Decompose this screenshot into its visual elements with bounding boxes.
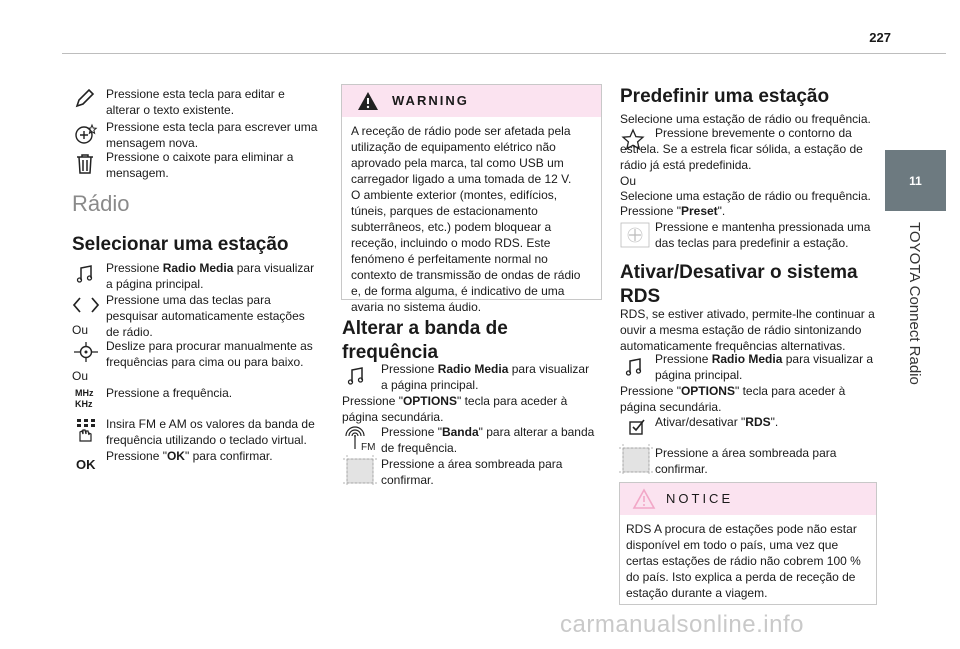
search-text: Pressione uma das teclas para pesquisar automaticamente estações de rádio. (106, 293, 305, 339)
rds-toggle-text: Ativar/desativar "RDS". (655, 415, 779, 429)
warning-text: A receção de rádio pode ser afetada pela utilização de equipamento elétrico não aprovado pela marca, tal como USB um carregador ligado a uma tomada de 12 V. O ambiente exterior (montes, edifícios, túneis, parques de estacionamento subterrâneos, etc.) podem bloquear a receção, incluindo o modo RDS. Este fenómeno é perfeitamente normal no contexto de transmissão de ondas de rádio e, de forma alguma, é indicativo de uma avaria no sistema áudio. (351, 124, 581, 314)
notice-text: RDS A procura de estações pode não estar disponível em todo o país, uma vez que certas estações de rádio não cobrem 100 % do país. Isto explica a perda de receção de estação durante a viagem. (626, 522, 861, 600)
band-shaded-text: Pressione a área sombreada para confirmar. (381, 457, 563, 487)
band-options-text: Pressione "OPTIONS" tecla para aceder à página secundária. (342, 394, 568, 424)
rds-options-text: Pressione "OPTIONS" tecla para aceder à página secundária. (620, 384, 846, 414)
pencil-icon (74, 87, 96, 113)
chapter-label (906, 222, 926, 385)
page-number: 227 (869, 30, 891, 45)
notice-box (619, 482, 877, 605)
star-text: Pressione brevemente o contorno da estrela. Se a estrela ficar sólida, a estação de rádio já está predefinida. (620, 126, 863, 172)
new-message-icon (74, 123, 98, 149)
notice-triangle-icon (632, 488, 656, 514)
preset-or: Ou (620, 174, 637, 188)
or-2: Ou (72, 369, 89, 383)
warning-title: WARNING (392, 93, 469, 108)
delete-text: Pressione o caixote para eliminar a mensagem. (106, 150, 294, 180)
warning-header (342, 85, 601, 117)
or-1: Ou (72, 323, 89, 337)
heading-preset-station: Predefinir uma estação (620, 86, 830, 107)
ok-icon: OK (76, 457, 96, 472)
notice-header (620, 483, 876, 515)
music-note-icon (347, 366, 365, 390)
heading-rds: Ativar/Desativar o sistema RDS (620, 262, 858, 307)
edit-text: Pressione esta tecla para editar e alterar o texto existente. (106, 87, 285, 117)
hold-text: Pressione e mantenha pressionada uma das teclas para predefinir a estação. (655, 220, 871, 250)
mhz-khz-icon: MHz KHz (75, 388, 94, 409)
enter-text: Insira FM e AM os valores da banda de frequência utilizando o teclado virtual. (106, 417, 315, 447)
shaded-area-icon (343, 455, 377, 491)
notice-title: NOTICE (666, 491, 734, 506)
tuner-slider-icon (73, 341, 99, 367)
chevron-left-right-icon (72, 296, 100, 318)
keypad-icon (74, 418, 98, 446)
ok-text: Pressione "OK" para confirmar. (106, 449, 273, 463)
music-note-icon (76, 264, 94, 288)
preset-hold-icon (620, 222, 650, 252)
slide-text: Deslize para procurar manualmente as frequências para cima ou para baixo. (106, 339, 313, 369)
warning-triangle-icon (356, 90, 380, 116)
section-title-radio: Rádio (72, 191, 130, 216)
band-text: Pressione "Banda" para alterar a banda de frequência. (381, 425, 595, 455)
music-note-icon (625, 357, 643, 381)
heading-select-station: Selecionar uma estação (72, 234, 289, 255)
band-radio-media-text: Pressione Radio Media para visualizar a página principal. (381, 362, 590, 392)
rds-intro: RDS, se estiver ativado, permite-lhe continuar a ouvir a mesma estação de rádio sintonizando automaticamente frequências alternativas. (620, 307, 875, 353)
top-rule (62, 53, 946, 54)
frequency-text: Pressione a frequência. (106, 386, 233, 400)
chapter-number: 11 (909, 173, 922, 188)
preset-select-1: Selecione uma estação de rádio ou frequência. (620, 112, 871, 126)
shaded-area-icon (619, 444, 653, 480)
checkbox-icon[interactable] (629, 418, 647, 440)
fm-label: FM (361, 442, 376, 452)
rds-radio-media-text: Pressione Radio Media para visualizar a página principal. (655, 352, 874, 382)
warning-box (341, 84, 602, 314)
chapter-tab[interactable] (885, 150, 946, 211)
fm-band-icon (343, 426, 377, 456)
heading-change-band: Alterar a banda de frequência (342, 318, 508, 363)
write-text: Pressione esta tecla para escrever uma mensagem nova. (106, 120, 318, 150)
footer-watermark: carmanualsonline.info (560, 611, 804, 638)
preset-press-text: Pressione "Preset". (620, 204, 726, 218)
rds-shaded-text: Pressione a área sombreada para confirmar. (655, 446, 837, 476)
radio-media-text: Pressione Radio Media para visualizar a página principal. (106, 261, 315, 291)
chapter-label-text: TOYOTA Connect Radio (906, 222, 923, 385)
preset-select-2: Selecione uma estação de rádio ou frequência. (620, 189, 871, 203)
trash-icon (76, 153, 94, 179)
